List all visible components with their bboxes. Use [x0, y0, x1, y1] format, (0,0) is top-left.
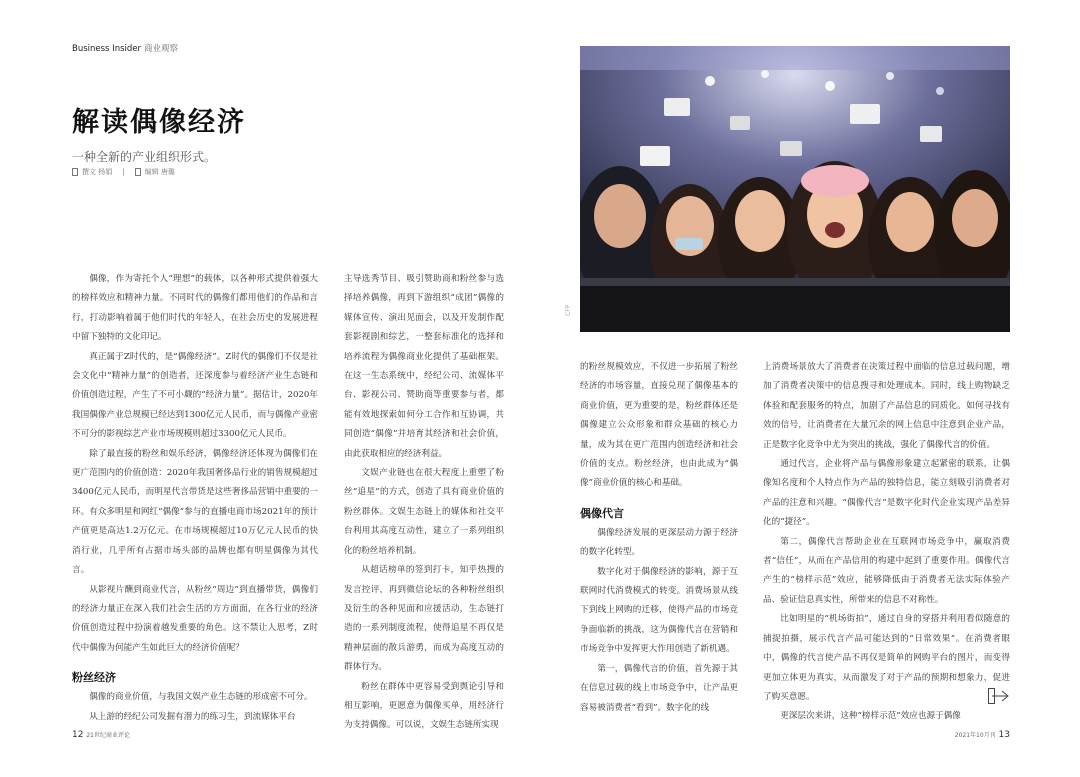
concert-crowd-photo [580, 46, 1010, 332]
page-number-left: 12 [72, 730, 84, 740]
text-column-4 [763, 358, 1010, 730]
paragraph: 偶像的商业价值，与我国文娱产业生态链的形成密不可分。 [89, 692, 313, 703]
section-heading: 偶像代言 [580, 506, 624, 520]
footer-left [72, 730, 130, 740]
paragraph: 第一，偶像代言的价值，首先源于其在信息过载的线上市场竞争中，让产品更容易被消费者“看到”。数字化的线 [580, 663, 738, 713]
paragraph: 文娱产业链也在很大程度上重塑了粉丝“追星”的方式，创造了具有商业价值的粉丝群体。文娱生态链上的媒体和社交平台利用其高度互动性，建立了一系列组织化的粉丝培养机制。 [344, 468, 504, 556]
document-icon [135, 168, 141, 176]
paragraph: 更深层次来讲，这种“榜样示范”效应也源于偶像 [780, 711, 961, 722]
continue-arrow-icon [988, 688, 1010, 704]
byline-editor: 编辑 唐璐 [144, 168, 175, 176]
section-heading: 粉丝经济 [72, 671, 116, 685]
paragraph: 通过代言，企业将产品与偶像形象建立起紧密的联系，让偶像知名度和个人特点作为产品的独特信息，能立刻吸引消费者对产品的注意和兴趣。“偶像代言”是数字化时代企业实现产品差异化的“捷径”。 [763, 459, 1010, 528]
document-icon [72, 168, 78, 176]
paragraph: 偶像经济发展的更深层动力源于经济的数字化转型。 [580, 527, 738, 558]
footer-right [955, 730, 1010, 740]
byline-author: 撰文 杨娟 [82, 168, 113, 176]
paragraph: 数字化对于偶像经济的影响，源于互联网时代消费模式的转变。消费场景从线下到线上网购的迁移，使得产品的市场竞争面临新的挑战，这为偶像代言在营销和市场竞争中发挥更大作用创造了新机遇。 [580, 566, 738, 655]
paragraph: 粉丝在群体中更容易受到舆论引导和相互影响，更愿意为偶像买单，用经济行为支持偶像。可以说，文娱生态链所实现 [344, 681, 504, 730]
paragraph: 除了最直接的粉丝和娱乐经济，偶像经济还体现为偶像们在更广范围内的价值创造：2020年我国奢侈品行业的销售规模超过3400亿元人民币，而明星代言带货是这些奢侈品营销中重要的一环。有众多明星和网红“偶像”参与的直播电商市场2021年的预计产值更是高达1.2万亿元。在市场规模超过10万亿元人民币的快消行业，几乎所有占据市场头部的品牌也都有明星偶像为其代言。 [72, 448, 318, 576]
paragraph: 从超话榜单的签到打卡，知乎热搜的发言控评，再到微信论坛的各种粉丝组织及衍生的各种见面和应援活动，生态链打造的一系列制度流程，使得追星不再仅是精神层面的散兵游勇，而成为高度互动的群体行为。 [344, 565, 504, 673]
byline-separator: | [122, 168, 125, 176]
page-number-right: 13 [998, 730, 1010, 740]
paragraph: 从上游的经纪公司发掘有潜力的练习生，到流媒体平台 [89, 711, 296, 722]
byline [72, 167, 175, 177]
paragraph: 真正属于Z时代的，是“偶像经济”。Z时代的偶像们不仅是社会文化中“精神力量”的创造者，还深度参与着经济产业生态链和价值创造过程，产生了不可小觑的“经济力量”。据估计，2020年我国偶像产业总规模已经达到1300亿元人民币，而与偶像产业密不可分的影视综艺产业市场规模则超过3300亿元人民币。 [72, 351, 318, 440]
header-en: Business Insider [72, 44, 141, 54]
issue-date: 2021年10月刊 [954, 732, 996, 739]
paragraph: 比如明星的“机场街拍”，通过自身的穿搭并利用看似随意的捕捉拍摄，展示代言产品可能达到的“日常效果”。在消费者眼中，偶像的代言使产品不再仅是简单的网购平台的图片，而变得更加立体更为真实，从而激发了对于产品的预期和想象力，促进了购买意愿。 [763, 614, 1010, 702]
paragraph: 的粉丝规模效应，不仅进一步拓展了粉丝经济的市场容量，直接兑现了偶像基本的商业价值，更为重要的是，粉丝群体还是偶像建立公众形象和群众基础的核心力量，成为其在更广范围内创造经济和社会价值的支点。粉丝经济，也由此成为“偶像”商业价值的核心和基础。 [580, 362, 738, 489]
paragraph: 上消费场景放大了消费者在决策过程中面临的信息过载问题，增加了消费者决策中的信息搜寻和处理成本。同时，线上购物缺乏体验和配套服务的特点，加剧了产品信息的同质化。如何寻找有效的信号，让消费者在大量冗余的网上信息中注意到企业产品，正是数字化竞争中尤为突出的挑战，强化了偶像代言的价值。 [763, 362, 1010, 450]
text-column-1 [72, 270, 318, 730]
photo-credit: CFP [565, 304, 572, 316]
paragraph: 第二，偶像代言帮助企业在互联网市场竞争中，赢取消费者“信任”，从而在产品信用的构建中起到了重要作用。偶像代言产生的“榜样示范”效应，能够降低由于消费者无法实际体验产品、验证信息真实性，所带来的信息不对称性。 [763, 536, 1010, 605]
paragraph: 偶像，作为寄托个人“理想”的载体，以各种形式提供着强大的榜样效应和精神力量。不同时代的偶像们都用他们的作品和言行，打动影响着属于他们时代的年轻人，在社会历史的发展进程中留下独特的文化印记。 [72, 274, 318, 343]
article-title: 解读偶像经济 [72, 107, 246, 138]
text-column-2 [344, 270, 504, 730]
magazine-header [72, 42, 178, 54]
crowd-illustration [580, 46, 1010, 332]
paragraph: 从影视片酬到商业代言，从粉丝“周边”到直播带货，偶像们的经济力量正在深入我们社会生活的方方面面，在各行业的经济价值创造过程中扮演着越发重要的角色。这不禁让人思考，Z时代中偶像为何能产生如此巨大的经济价值呢？ [72, 584, 318, 653]
header-cn: 商业观察 [144, 44, 179, 54]
article-subtitle: 一种全新的产业组织形式。 [72, 150, 217, 164]
text-column-3 [580, 358, 738, 730]
publication-name: 21世纪商业评论 [86, 732, 130, 739]
paragraph: 主导选秀节目、吸引赞助商和粉丝参与选择培养偶像，再到下游组织“成团”偶像的媒体宣传、演出见面会，以及开发制作配套影视剧和综艺，一整套标准化的选择和培养流程为偶像商业化提供了基础框架。在这一生态系统中，经纪公司、流媒体平台、影视公司、赞助商等重要参与者，都能有效地探索如何分工合作和互协调，共同创造“偶像”并培育其经济和社会价值，由此获取相应的经济利益。 [344, 274, 504, 459]
